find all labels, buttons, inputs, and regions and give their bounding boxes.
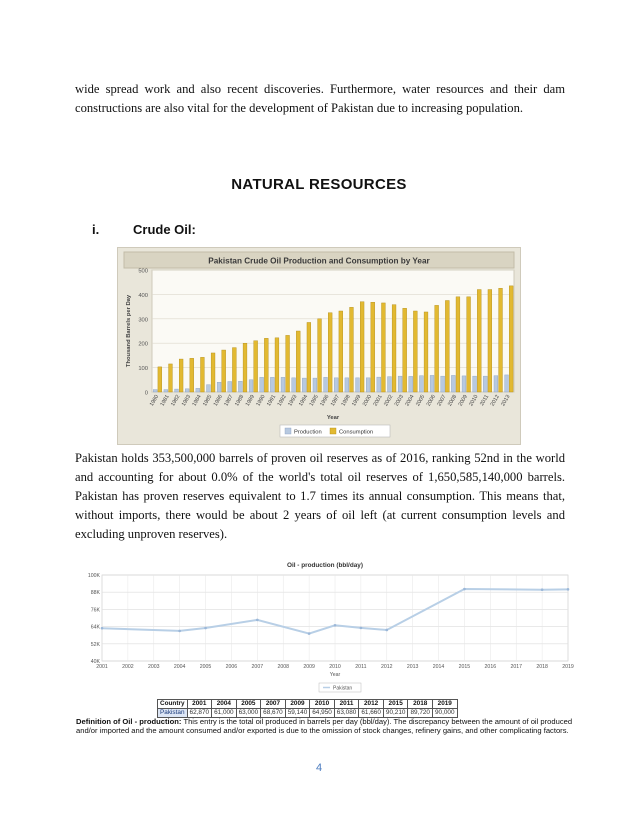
production-bar: [388, 377, 392, 392]
y-tick-label: 300: [138, 317, 148, 324]
intro-paragraph: wide spread work and also recent discoveries. Furthermore, water resources and their dam constructions are also vital for the development of Pakistan due to increasing population.: [75, 82, 565, 115]
production-bar: [164, 390, 168, 392]
consumption-bar: [339, 311, 343, 392]
production-bar: [228, 382, 232, 392]
production-bar: [451, 375, 455, 392]
legend-production-label: Production: [294, 429, 322, 436]
x-tick-label: 2019: [562, 664, 574, 670]
consumption-bar: [190, 358, 194, 392]
data-point: [385, 629, 388, 632]
subsection-label: Crude Oil:: [133, 222, 196, 237]
x-tick-label: 2002: [383, 394, 395, 408]
table-cell-value: 64,950: [310, 709, 335, 718]
x-tick-label: 1995: [308, 394, 320, 408]
x-tick-label: 1999: [351, 394, 363, 408]
x-tick-label: 2006: [225, 664, 238, 670]
x-tick-label: 1988: [234, 394, 246, 408]
consumption-bar: [296, 331, 300, 392]
x-tick-label: 2001: [372, 394, 384, 408]
body-paragraph: Pakistan holds 353,500,000 barrels of proven oil reserves as of 2016, ranking 52nd in the world and accounting for about 0.0% of the world's total oil reserves of 1,650,585,140,000 barrels. Pakistan has proven reserves equivalent to 1.7 times its annual consumption. This means that, without imports, there would be about 2 years of oil left (at current consumption levels and excluding unproven reserves).: [75, 451, 565, 541]
consumption-bar: [328, 313, 332, 392]
chart-title: Oil - production (bbl/day): [287, 562, 363, 569]
x-tick-label: 2001: [96, 664, 108, 670]
production-bar: [462, 376, 466, 392]
y-axis-label: Thousand Barrels per Day: [126, 294, 132, 368]
x-tick-label: 2011: [355, 664, 367, 670]
section-title: NATURAL RESOURCES: [231, 176, 407, 193]
x-tick-label: 2012: [381, 664, 393, 670]
x-tick-label: 2013: [500, 394, 512, 408]
y-tick-label: 76K: [90, 607, 100, 614]
x-tick-label: 2014: [432, 664, 445, 670]
x-tick-label: 2008: [447, 394, 459, 408]
y-tick-label: 0: [144, 390, 148, 397]
consumption-bar: [435, 305, 439, 392]
oil-production-figure: [76, 559, 574, 759]
table-header-year: 2015: [383, 700, 408, 709]
production-bar: [302, 378, 306, 392]
consumption-bar: [254, 341, 258, 392]
x-axis-label: Year: [326, 415, 340, 421]
x-tick-label: 2011: [479, 394, 491, 408]
table-cell-value: 90,000: [432, 709, 457, 718]
x-tick-label: 2002: [122, 664, 134, 670]
x-tick-label: 2007: [436, 394, 448, 408]
x-tick-label: 1998: [340, 394, 352, 408]
production-bar: [270, 377, 274, 392]
consumption-bar: [264, 338, 268, 392]
consumption-bar: [243, 343, 247, 392]
data-point: [334, 624, 337, 627]
x-tick-label: 2010: [329, 664, 341, 670]
production-bar: [473, 376, 477, 392]
table-header-year: 2009: [285, 700, 310, 709]
x-tick-label: 2003: [148, 664, 160, 670]
production-bar: [377, 377, 381, 392]
data-point: [204, 627, 207, 630]
x-tick-label: 2006: [425, 394, 437, 408]
production-bar: [281, 377, 285, 392]
x-tick-label: 2000: [361, 394, 374, 408]
x-tick-label: 2017: [510, 664, 522, 670]
consumption-bar: [275, 338, 279, 392]
table-header-year: 2007: [261, 700, 286, 709]
production-bar: [249, 380, 253, 392]
legend-production-swatch: [285, 428, 291, 434]
y-tick-label: 40K: [90, 659, 100, 665]
production-bar: [419, 376, 423, 392]
legend-label: Pakistan: [333, 685, 353, 692]
table-header-year: 2011: [334, 700, 359, 709]
production-bar: [153, 390, 157, 392]
consumption-bar: [371, 302, 375, 392]
consumption-bar: [211, 353, 215, 392]
production-bar: [185, 389, 189, 392]
consumption-bar: [509, 286, 513, 392]
x-tick-label: 2009: [303, 664, 315, 670]
x-tick-label: 2009: [457, 394, 469, 408]
table-header-year: 2001: [187, 700, 212, 709]
production-bar: [324, 377, 328, 392]
consumption-bar: [488, 290, 492, 392]
production-bar: [175, 389, 179, 392]
consumption-bar: [456, 297, 460, 392]
data-point: [567, 588, 570, 591]
x-tick-label: 1990: [255, 394, 267, 408]
consumption-bar: [158, 367, 162, 392]
x-tick-label: 1980: [148, 394, 161, 408]
consumption-bar: [413, 311, 417, 392]
table-cell-value: 63,080: [334, 709, 359, 718]
production-bar: [207, 385, 211, 392]
x-tick-label: 2005: [415, 394, 427, 408]
table-cell-value: 59,140: [285, 709, 310, 718]
y-tick-label: 88K: [90, 590, 100, 597]
x-tick-label: 2010: [468, 394, 480, 408]
consumption-bar: [169, 364, 173, 392]
x-tick-label: 1987: [223, 394, 235, 408]
table-cell-value: 89,720: [408, 709, 433, 718]
table-cell-value: 63,000: [236, 709, 261, 718]
consumption-bar: [200, 357, 204, 392]
x-tick-label: 1993: [287, 394, 299, 408]
table-header-year: 2004: [212, 700, 237, 709]
y-tick-label: 64K: [90, 624, 100, 631]
x-tick-label: 2004: [404, 394, 416, 408]
page-number: 4: [315, 762, 323, 774]
production-bar: [334, 378, 338, 392]
consumption-bar: [403, 308, 407, 392]
definition-note: [76, 717, 574, 735]
table-cell-value: 68,670: [261, 709, 286, 718]
data-point: [308, 632, 311, 635]
table-cell-value: 61,660: [359, 709, 384, 718]
table-header-year: 2018: [408, 700, 433, 709]
consumption-bar: [445, 301, 449, 393]
x-axis-label: Year: [329, 672, 341, 678]
production-bar: [196, 388, 200, 392]
data-point: [256, 619, 259, 622]
x-tick-label: 2013: [406, 664, 419, 670]
table-header-year: 2005: [236, 700, 261, 709]
table-header-country: Country: [158, 700, 188, 709]
data-point: [541, 588, 544, 591]
consumption-bar: [307, 322, 311, 392]
production-bar: [494, 376, 498, 392]
table-header-year: 2012: [359, 700, 384, 709]
y-tick-label: 200: [138, 341, 148, 348]
x-tick-label: 2005: [199, 664, 212, 670]
production-bar: [398, 376, 402, 392]
x-tick-label: 2004: [173, 664, 186, 670]
consumption-bar: [467, 297, 471, 392]
production-bar: [356, 378, 360, 392]
table-cell-value: 90,210: [383, 709, 408, 718]
data-point: [178, 630, 181, 633]
chart-title: Pakistan Crude Oil Production and Consumption by Year: [208, 256, 430, 266]
data-point: [463, 588, 466, 591]
production-consumption-chart: [117, 247, 521, 445]
consumption-bar: [286, 335, 290, 392]
production-bar: [238, 381, 242, 392]
x-tick-label: 1991: [266, 394, 278, 408]
production-bar: [313, 378, 317, 392]
production-bar: [345, 378, 349, 392]
x-tick-label: 1985: [202, 394, 214, 408]
x-tick-label: 2018: [536, 664, 548, 670]
table-header-row: [158, 700, 458, 709]
table-cell-country: Pakistan: [158, 709, 188, 718]
x-tick-label: 1996: [319, 394, 331, 408]
table-header-year: 2019: [432, 700, 457, 709]
production-bar: [292, 378, 296, 392]
x-tick-label: 1994: [297, 394, 310, 408]
production-bar: [260, 377, 264, 392]
legend-consumption-label: Consumption: [339, 429, 374, 436]
production-table: [157, 699, 458, 718]
consumption-bar: [179, 359, 183, 392]
x-tick-label: 1992: [276, 394, 288, 408]
production-bar: [366, 378, 370, 392]
x-tick-label: 1981: [159, 394, 171, 408]
table-cell-value: 62,870: [187, 709, 212, 718]
legend: [280, 425, 390, 437]
y-tick-label: 400: [138, 292, 148, 299]
consumption-bar: [477, 290, 481, 392]
definition-text: This entry is the total oil produced in barrels per day (bbl/day). The discrepancy between the amount of oil produced and/or imported and the amount consumed and/or exported is due to the omission of stock changes, refinery gains, and other complicating factors.: [76, 717, 573, 735]
consumption-bar: [350, 307, 354, 392]
x-tick-label: 1983: [180, 394, 193, 408]
line-chart-svg: [76, 559, 574, 695]
x-tick-label: 1989: [244, 394, 256, 408]
data-point: [360, 627, 363, 630]
consumption-bar: [499, 288, 503, 392]
consumption-bar: [381, 303, 385, 392]
definition-label: Definition of Oil - production:: [76, 717, 182, 726]
x-tick-label: 2007: [251, 664, 264, 670]
x-tick-label: 1986: [212, 394, 225, 408]
table-header-year: 2010: [310, 700, 335, 709]
production-bar: [217, 382, 221, 392]
consumption-bar: [424, 312, 428, 392]
consumption-bar: [392, 305, 396, 392]
consumption-bar: [360, 302, 364, 392]
x-tick-label: 1982: [170, 394, 182, 408]
consumption-bar: [232, 348, 236, 392]
legend-consumption-swatch: [330, 428, 336, 434]
production-bar: [483, 376, 487, 392]
y-tick-label: 52K: [90, 641, 100, 648]
y-tick-label: 100: [138, 366, 148, 373]
x-tick-label: 2012: [489, 394, 501, 408]
y-tick-label: 100K: [87, 573, 100, 579]
production-bar: [441, 376, 445, 392]
x-tick-label: 1984: [191, 394, 203, 408]
consumption-bar: [222, 350, 226, 392]
x-tick-label: 2015: [458, 664, 471, 670]
production-bar: [409, 376, 413, 392]
x-tick-label: 1997: [329, 394, 342, 408]
consumption-bar: [318, 319, 322, 392]
x-tick-label: 2008: [277, 664, 289, 670]
subsection-number: i.: [92, 222, 100, 237]
y-tick-label: 500: [138, 268, 148, 275]
production-bar: [505, 375, 509, 392]
production-bar: [430, 375, 434, 392]
data-point: [101, 627, 104, 630]
bar-chart-svg: [118, 248, 520, 444]
x-tick-label: 2016: [484, 664, 497, 670]
table-cell-value: 61,000: [212, 709, 237, 718]
x-tick-label: 2003: [393, 394, 406, 408]
